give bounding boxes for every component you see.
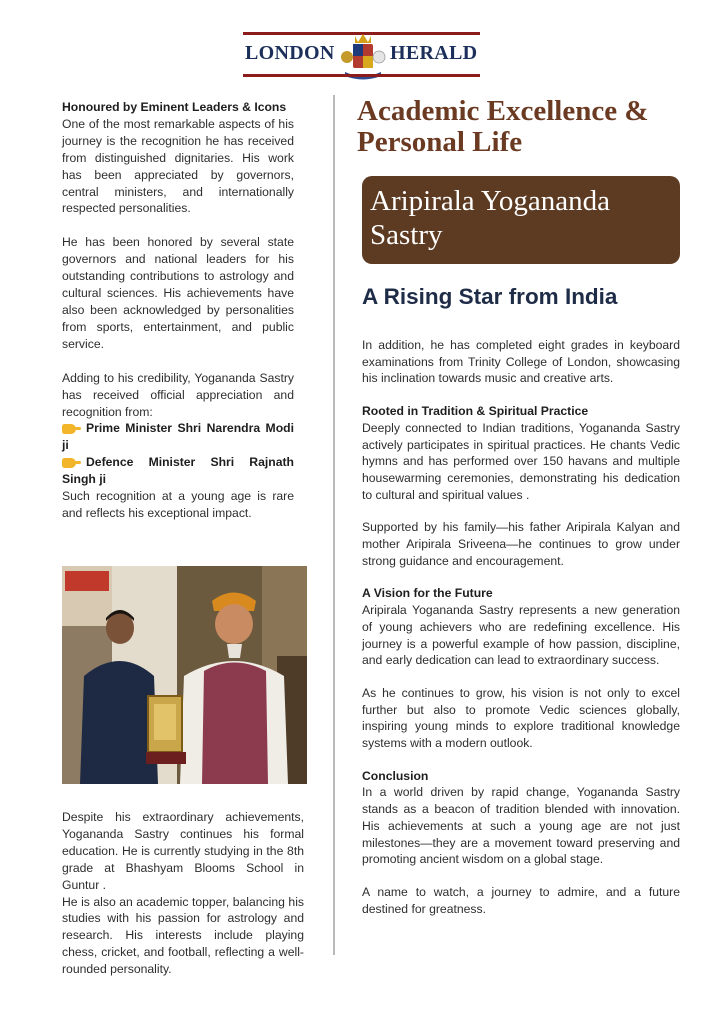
honours-paragraph-2: He has been honored by several state governors and national leaders for his outstanding contributions to astrology and cultural sciences. His achievements have also been acknowledged by personalities from sports, entertainment, and public service. (62, 235, 294, 351)
family-paragraph: Supported by his family—his father Aripirala Kalyan and mother Aripirala Sriveena—he continues to grow under strong guidance and encouragement. (362, 520, 680, 568)
recognition-bullet-2 (62, 454, 294, 488)
right-column (362, 337, 680, 917)
left-column (62, 99, 294, 522)
vision-heading: A Vision for the Future (362, 586, 493, 601)
conclusion-paragraph-1: In a world driven by rapid change, Yogananda Sastry stands as a beacon of tradition blended with innovation. His achievements at such a young age are not just milestones—they are a movement toward preserving and promoting ancient wisdom on a global stage. (362, 785, 680, 867)
award-photo (62, 566, 307, 784)
person-name: Aripirala Yogananda Sastry (370, 185, 611, 251)
recognition-bullet-1 (62, 420, 294, 454)
tradition-heading: Rooted in Tradition & Spiritual Practice (362, 404, 589, 419)
subtitle: A Rising Star from India (362, 284, 618, 309)
honours-paragraph-4: Such recognition at a young age is rare and reflects his exceptional impact. (62, 489, 294, 520)
recognition-bullet-text: Prime Minister Shri Narendra Modi ji (62, 421, 294, 453)
tradition-paragraph: Deeply connected to Indian traditions, Yogananda Sastry actively participates in spiritual practices. He chants Vedic hymns and has performed over 150 havans and multiple housewarming ceremonies, demonstrating his dedication to cultural and spiritual values . (362, 420, 680, 502)
honours-paragraph-3: Adding to his credibility, Yogananda Sastry has received official appreciation and recognition from: (62, 370, 294, 419)
education-paragraph-2: He is also an academic topper, balancing his studies with his passion for astrology and research. His interests include playing chess, cricket, and football, reflecting a well-rounded personality. (62, 894, 304, 977)
vision-paragraph-2: As he continues to grow, his vision is not only to excel further but also to promote Vedic sciences globally, inspiring young minds to explore traditional knowledge systems with a modern outlook. (362, 685, 680, 751)
pointing-hand-icon (62, 424, 76, 434)
column-divider (333, 95, 335, 955)
conclusion-paragraph-2: A name to watch, a journey to admire, and a future destined for greatness. (362, 884, 680, 916)
education-paragraph-1: Despite his extraordinary achievements, Yogananda Sastry continues his formal education. He is currently studying in the 8th grade at Bhashyam Blooms School in Guntur . (62, 810, 304, 892)
masthead-word-right: HERALD (390, 42, 478, 64)
left-column-lower (62, 809, 304, 978)
section-title: Academic Excellence & Personal Life (357, 95, 649, 158)
vision-paragraph-1: Aripirala Yogananda Sastry represents a new generation of young achievers who are redefining excellence. His journey is a powerful example of how passion, discipline, and early dedication can lead to extraordinary success. (362, 603, 680, 668)
conclusion-heading: Conclusion (362, 768, 429, 783)
keyboard-paragraph: In addition, he has completed eight grades in keyboard examinations from Trinity College of London, showcasing his inclination towards music and creative arts. (362, 338, 680, 386)
masthead-word-left: LONDON (245, 42, 335, 64)
honours-heading: Honoured by Eminent Leaders & Icons (62, 100, 287, 114)
honours-paragraph-1: One of the most remarkable aspects of his journey is the recognition he has received from distinguished dignitaries. His work has been appreciated by governors, central ministers, and internationally respected personalities. (62, 116, 294, 216)
masthead-bottom-rule (243, 74, 480, 77)
name-banner (362, 176, 680, 264)
masthead (243, 30, 480, 82)
recognition-bullet-text: Defence Minister Shri Rajnath Singh ji (62, 455, 294, 487)
pointing-hand-icon (62, 458, 76, 468)
